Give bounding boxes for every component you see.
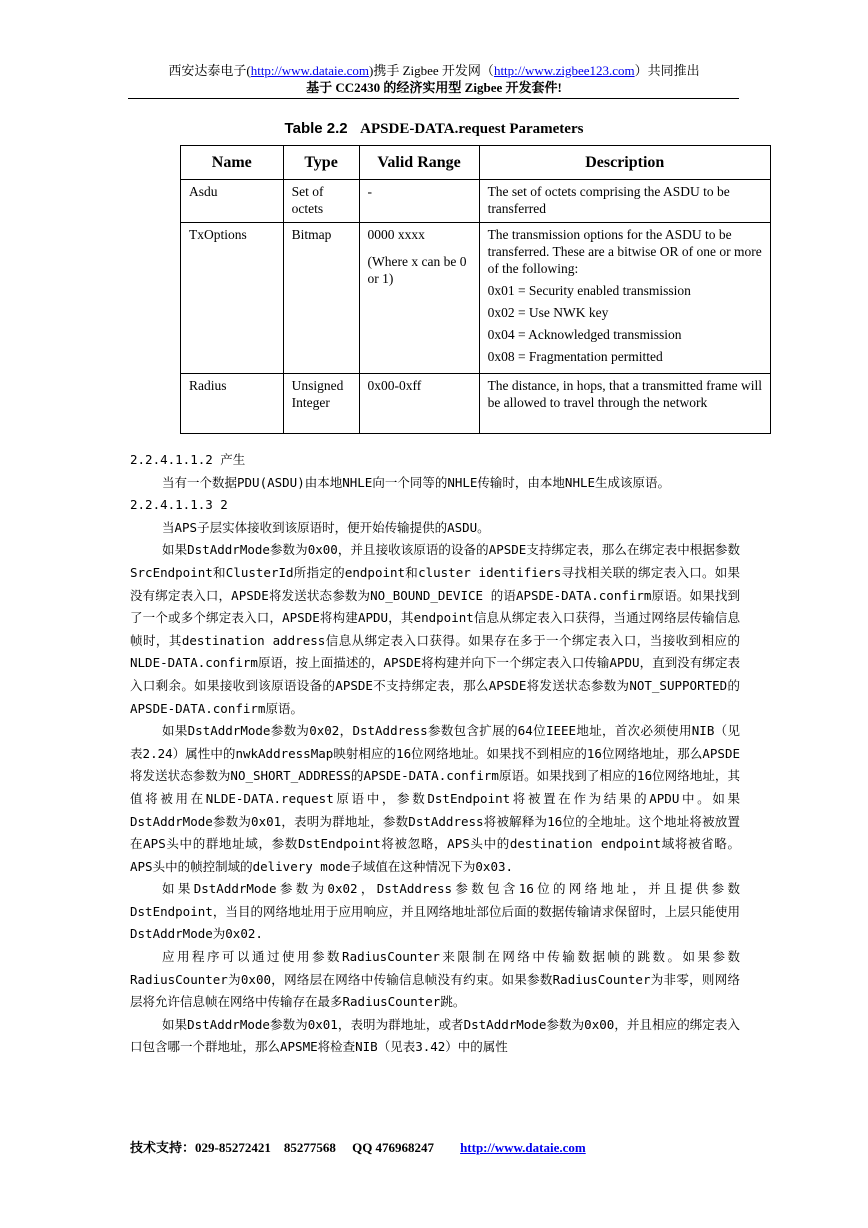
- table-title: Table 2.2 APSDE-DATA.request Parameters: [284, 120, 584, 137]
- paragraph: 应用程序可以通过使用参数RadiusCounter来限制在网络中传输数据帧的跳数。如果参数RadiusCounter为0x00，网络层在网络中传输信息帧没有约束。如果参数RadiusCounter为非零，则网络层将允许信息帧在网络中传输存在最多RadiusCounter跳。: [130, 949, 740, 1010]
- cell-range: -: [359, 180, 479, 223]
- table-row: [181, 180, 771, 223]
- cell-type: Set of octets: [283, 180, 359, 223]
- table-row: [181, 223, 771, 374]
- cell-description: The set of octets comprising the ASDU to be transferred: [479, 180, 770, 223]
- cell-description: The transmission options for the ASDU to be transferred. These are a bitwise OR of one or more of the following: 0x01 = Security enabled transmission 0x02 = Use NWK key 0x04 = Acknowledged transmission 0x08 = Fragmentation permitted: [479, 223, 770, 374]
- dataie-link[interactable]: http://www.dataie.com: [250, 63, 369, 78]
- cell-name: Radius: [181, 374, 284, 434]
- paragraph: 如果DstAddrMode参数为0x02，DstAddress参数包含16位的网络地址，并且提供参数DstEndpoint，当目的网络地址用于应用响应，并且网络地址部位后面的数据传输请求保留时，上层只能使用DstAddrMode为0x02.: [130, 881, 740, 942]
- cell-name: Asdu: [181, 180, 284, 223]
- cell-description: The distance, in hops, that a transmitted frame will be allowed to travel through the network: [479, 374, 770, 434]
- cell-range: 0x00-0xff: [359, 374, 479, 434]
- paragraph: 如果DstAddrMode参数为0x02，DstAddress参数包含扩展的64位IEEE地址，首次必须使用NIB（见表2.24）属性中的nwkAddressMap映射相应的16位网络地址。如果找不到相应的16位网络地址，那么APSDE将发送状态参数为NO_SHORT_ADDRESS的APSDE-DATA.confirm原语。如果找到了相应的16位网络地址，其值将被用在NLDE-DATA.request原语中，参数DstEndpoint将被置在作为结果的APDU中。如果DstAddrMode参数为0x01，表明为群地址，参数DstAddress将被解释为16位的全地址。这个地址将被放置在APS头中的群地址域，参数DstEndpoint将被忽略，APS头中的destination endpoint域将被省略。APS头中的帧控制域的delivery mode子域值在这种情况下为0x03.: [130, 723, 740, 874]
- zigbee123-link[interactable]: http://www.zigbee123.com: [493, 63, 635, 78]
- page-header-line2: 基于 CC2430 的经济实用型 Zigbee 开发套件!: [306, 80, 562, 95]
- parameters-table: [180, 145, 771, 434]
- body-text: [130, 449, 740, 1059]
- footer-link[interactable]: http://www.dataie.com: [460, 1140, 586, 1155]
- paragraph: 当有一个数据PDU(ASDU)由本地NHLE向一个同等的NHLE传输时，由本地NHLE生成该原语。: [162, 474, 671, 490]
- table-row: [181, 374, 771, 434]
- paragraph: 如果DstAddrMode参数为0x00，并且接收该原语的设备的APSDE支持绑定表，那么在绑定表中根据参数SrcEndpoint和ClusterId所指定的endpoint和cluster identifiers寻找相关联的绑定表入口。如果没有绑定表入口，APSDE将发送状态参数为NO_BOUND_DEVICE 的语APSDE-DATA.confirm原语。如果找到了一个或多个绑定表入口，APSDE将构建APDU，其endpoint信息从绑定表入口获得，当通过网络层传输信息帧时，其destination address信息从绑定表入口获得。如果存在多于一个绑定表入口，当接收到相应的NLDE-DATA.confirm原语，按上面描述的，APSDE将构建并向下一个绑定表入口传输APDU，直到没有绑定表入口剩余。如果接收到该原语设备的APSDE不支持绑定表，那么APSDE将发送状态参数为NOT_SUPPORTED的APSDE-DATA.confirm原语。: [130, 542, 740, 716]
- cell-range: 0000 xxxx (Where x can be 0 or 1): [359, 223, 479, 374]
- cell-type: Bitmap: [283, 223, 359, 374]
- section-heading: 2.2.4.1.1.3 2: [130, 497, 228, 513]
- header-type: Type: [283, 146, 359, 180]
- section-heading: 2.2.4.1.1.2 产生: [130, 452, 246, 467]
- header-description: Description: [479, 146, 770, 180]
- page-header-line1: 西安达泰电子(http://www.dataie.com)携手 Zigbee 开发网（http://www.zigbee123.com）共同推出: [168, 63, 700, 78]
- header-name: Name: [181, 146, 284, 180]
- page-footer: 技术支持：029-85272421 85277568 QQ 476968247 http://www.dataie.com: [130, 1140, 586, 1155]
- paragraph: 如果DstAddrMode参数为0x01，表明为群地址，或者DstAddrMode参数为0x00，并且相应的绑定表入口包含哪一个群地址，那么APSME将检查NIB（见表3.42）中的属性: [130, 1016, 740, 1055]
- header-valid-range: Valid Range: [359, 146, 479, 180]
- paragraph: 当APS子层实体接收到该原语时，便开始传输提供的ASDU。: [162, 519, 490, 535]
- header-divider: [128, 98, 739, 99]
- cell-name: TxOptions: [181, 223, 284, 374]
- cell-type: Unsigned Integer: [283, 374, 359, 434]
- table-header-row: [181, 146, 771, 180]
